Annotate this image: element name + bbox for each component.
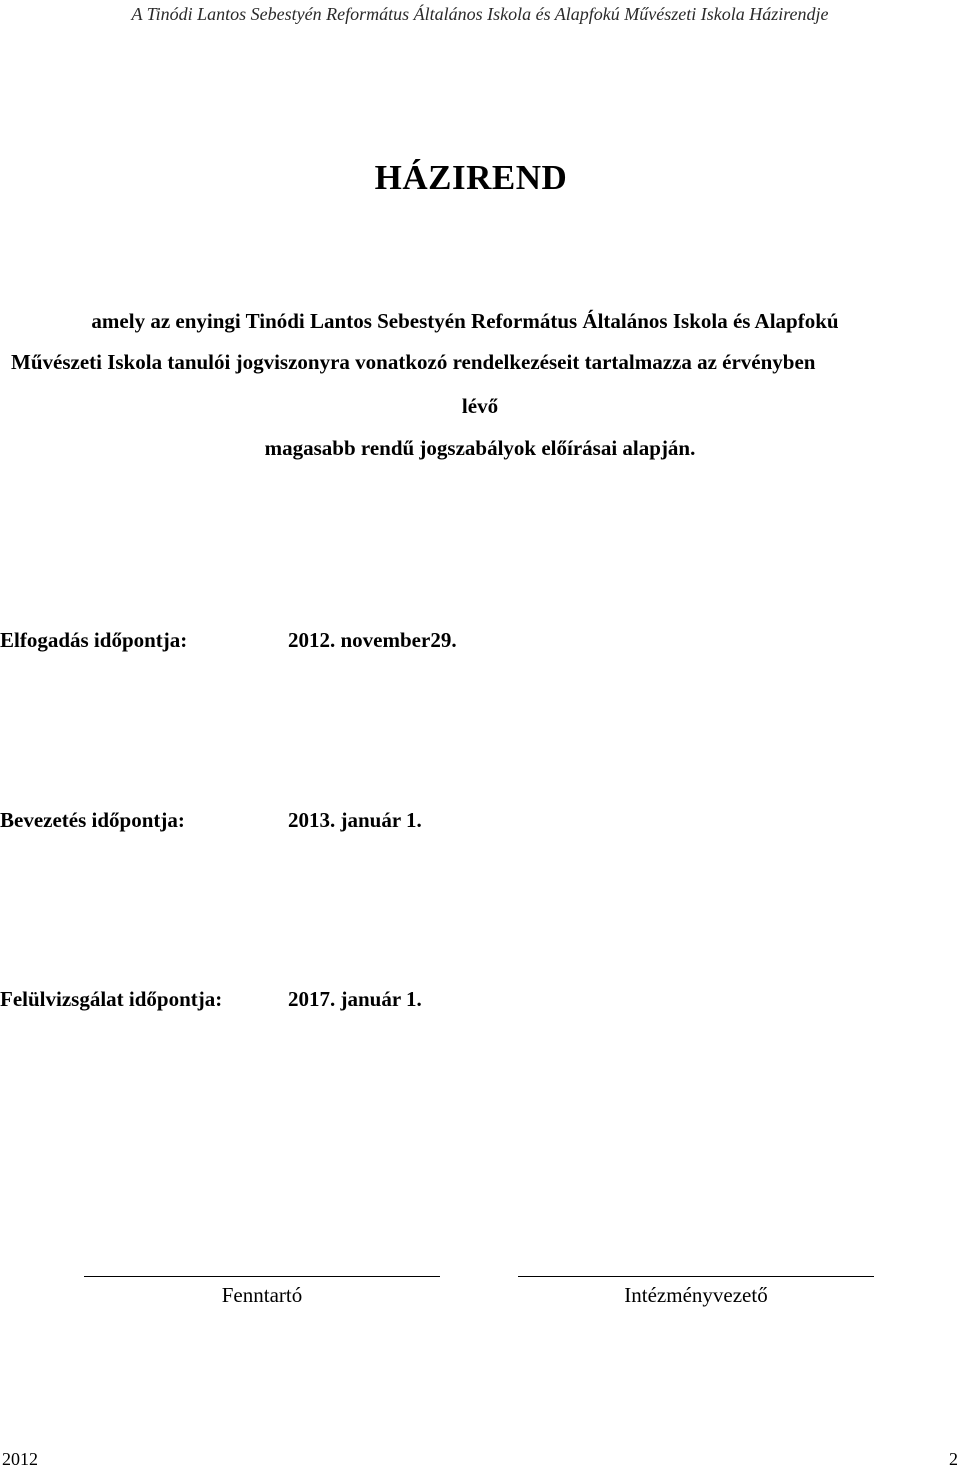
introduction-date-value: 2013. január 1. (288, 808, 422, 832)
signature-line-director (518, 1276, 874, 1277)
intro-line-3: lévő (461, 394, 499, 418)
intro-line-4: magasabb rendű jogszabályok előírásai alapján. (264, 436, 696, 460)
intro-line-1: amely az enyingi Tinódi Lantos Sebestyén Református Általános Iskola és Alapfokú (91, 309, 839, 333)
introduction-date-label: Bevezetés időpontja: (0, 808, 185, 832)
page-title: HÁZIREND (374, 158, 568, 197)
signature-role-maintainer: Fenntartó (221, 1283, 303, 1307)
review-date-label: Felülvizsgálat időpontja: (0, 987, 223, 1011)
signature-block-maintainer (84, 1260, 440, 1308)
footer-page-number: 2 (949, 1449, 958, 1469)
running-header: A Tinódi Lantos Sebestyén Református Általános Iskola és Alapfokú Művészeti Iskola Házirendje (131, 4, 829, 24)
adoption-date-value: 2012. november29. (288, 628, 457, 652)
signature-role-director: Intézményvezető (624, 1283, 768, 1307)
intro-line-2: Művészeti Iskola tanulói jogviszonyra vonatkozó rendelkezéseit tartalmazza az érvényben (11, 350, 816, 374)
signature-line-maintainer (84, 1276, 440, 1277)
adoption-date-label: Elfogadás időpontja: (0, 628, 188, 652)
signature-block-director (518, 1260, 874, 1308)
review-date-value: 2017. január 1. (288, 987, 422, 1011)
footer-year: 2012 (2, 1449, 38, 1469)
